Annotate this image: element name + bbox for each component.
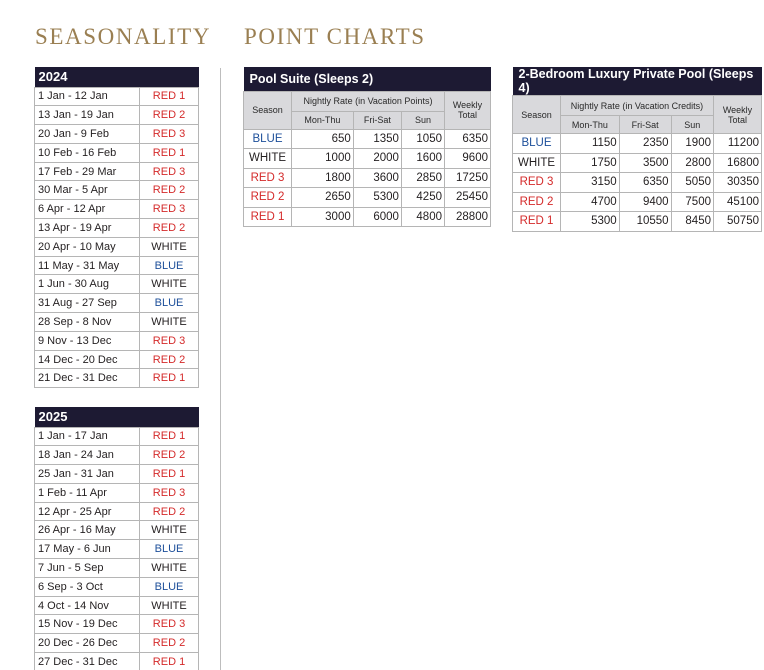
season-row [35, 87, 199, 106]
rate-row [513, 192, 762, 212]
season-row [35, 369, 199, 388]
sun-value: 4800 [401, 207, 444, 227]
mon-thu-header: Mon-Thu [292, 111, 354, 129]
date-range: 1 Jan - 12 Jan [35, 87, 140, 106]
weekly-total-value: 50750 [714, 212, 762, 232]
weekly-total-value: 6350 [445, 129, 491, 149]
date-range: 1 Jun - 30 Aug [35, 275, 140, 294]
season-row [35, 577, 199, 596]
season-col-header: Season [513, 96, 561, 134]
weekly-total-value: 16800 [714, 153, 762, 173]
season-row [35, 465, 199, 484]
fri-sat-header: Fri-Sat [619, 116, 671, 134]
fri-sat-value: 10550 [619, 212, 671, 232]
rate-row [513, 134, 762, 154]
season-cell: RED 2 [244, 188, 292, 208]
season-cell: RED 1 [513, 212, 561, 232]
date-range: 1 Jan - 17 Jan [35, 427, 140, 446]
date-range: 15 Nov - 19 Dec [35, 615, 140, 634]
date-range: 21 Dec - 31 Dec [35, 369, 140, 388]
chart-title: 2-Bedroom Luxury Private Pool (Sleeps 4) [513, 67, 762, 96]
season-row [35, 256, 199, 275]
fri-sat-value: 3500 [619, 153, 671, 173]
season-label: WHITE [140, 237, 199, 256]
sun-value: 5050 [671, 173, 713, 193]
date-range: 1 Feb - 11 Apr [35, 483, 140, 502]
sun-value: 1600 [401, 149, 444, 169]
mon-thu-value: 1750 [561, 153, 620, 173]
season-label: RED 2 [140, 181, 199, 200]
season-cell: RED 1 [244, 207, 292, 227]
luxury-pool-point-chart [512, 67, 762, 232]
season-label: RED 2 [140, 106, 199, 125]
rate-row [513, 212, 762, 232]
season-label: WHITE [140, 596, 199, 615]
season-cell: WHITE [244, 149, 292, 169]
date-range: 28 Sep - 8 Nov [35, 313, 140, 332]
date-range: 9 Nov - 13 Dec [35, 331, 140, 350]
rate-row [244, 149, 491, 169]
season-row [35, 162, 199, 181]
season-row [35, 540, 199, 559]
season-row [35, 237, 199, 256]
column-divider [220, 68, 221, 670]
season-label: BLUE [140, 540, 199, 559]
season-row [35, 446, 199, 465]
date-range: 20 Jan - 9 Feb [35, 125, 140, 144]
season-row [35, 200, 199, 219]
mon-thu-value: 2650 [292, 188, 354, 208]
season-row [35, 294, 199, 313]
date-range: 17 Feb - 29 Mar [35, 162, 140, 181]
rate-row [244, 188, 491, 208]
sun-value: 7500 [671, 192, 713, 212]
fri-sat-value: 3600 [353, 168, 401, 188]
season-cell: BLUE [244, 129, 292, 149]
date-range: 25 Jan - 31 Jan [35, 465, 140, 484]
weekly-total-value: 30350 [714, 173, 762, 193]
date-range: 26 Apr - 16 May [35, 521, 140, 540]
sun-value: 1050 [401, 129, 444, 149]
rate-row [244, 168, 491, 188]
fri-sat-value: 1350 [353, 129, 401, 149]
season-label: RED 3 [140, 125, 199, 144]
season-label: WHITE [140, 275, 199, 294]
weekly-total-value: 25450 [445, 188, 491, 208]
date-range: 17 May - 6 Jun [35, 540, 140, 559]
date-range: 31 Aug - 27 Sep [35, 294, 140, 313]
nightly-rate-header: Nightly Rate (in Vacation Credits) [561, 96, 714, 116]
season-label: RED 2 [140, 502, 199, 521]
seasonality-table-2024 [34, 67, 199, 388]
season-label: RED 2 [140, 350, 199, 369]
season-label: RED 3 [140, 615, 199, 634]
date-range: 7 Jun - 5 Sep [35, 559, 140, 578]
season-row [35, 521, 199, 540]
season-label: WHITE [140, 521, 199, 540]
fri-sat-value: 9400 [619, 192, 671, 212]
date-range: 20 Dec - 26 Dec [35, 634, 140, 653]
season-label: BLUE [140, 577, 199, 596]
season-label: WHITE [140, 313, 199, 332]
mon-thu-value: 1800 [292, 168, 354, 188]
season-label: WHITE [140, 559, 199, 578]
year-header: 2024 [35, 67, 199, 87]
season-cell: BLUE [513, 134, 561, 154]
sun-value: 2850 [401, 168, 444, 188]
date-range: 6 Apr - 12 Apr [35, 200, 140, 219]
date-range: 12 Apr - 25 Apr [35, 502, 140, 521]
fri-sat-value: 5300 [353, 188, 401, 208]
season-label: RED 2 [140, 446, 199, 465]
season-cell: RED 2 [513, 192, 561, 212]
mon-thu-value: 650 [292, 129, 354, 149]
date-range: 20 Apr - 10 May [35, 237, 140, 256]
weekly-total-value: 45100 [714, 192, 762, 212]
pool-suite-point-chart [243, 67, 491, 227]
season-label: RED 3 [140, 200, 199, 219]
year-header: 2025 [35, 407, 199, 427]
season-label: RED 1 [140, 369, 199, 388]
nightly-rate-header: Nightly Rate (in Vacation Points) [292, 91, 445, 111]
season-row [35, 143, 199, 162]
season-row [35, 559, 199, 578]
season-row [35, 331, 199, 350]
season-label: RED 1 [140, 143, 199, 162]
fri-sat-value: 2350 [619, 134, 671, 154]
season-row [35, 502, 199, 521]
season-cell: WHITE [513, 153, 561, 173]
season-row [35, 125, 199, 144]
sun-value: 8450 [671, 212, 713, 232]
fri-sat-value: 6000 [353, 207, 401, 227]
season-label: RED 2 [140, 219, 199, 238]
season-cell: RED 3 [513, 173, 561, 193]
weekly-total-value: 9600 [445, 149, 491, 169]
weekly-total-header: Weekly Total [714, 96, 762, 134]
weekly-total-value: 17250 [445, 168, 491, 188]
season-row [35, 106, 199, 125]
date-range: 30 Mar - 5 Apr [35, 181, 140, 200]
mon-thu-value: 1000 [292, 149, 354, 169]
season-row [35, 219, 199, 238]
rate-row [244, 207, 491, 227]
season-row [35, 615, 199, 634]
rate-row [513, 153, 762, 173]
chart-title: Pool Suite (Sleeps 2) [244, 67, 491, 91]
mon-thu-header: Mon-Thu [561, 116, 620, 134]
date-range: 18 Jan - 24 Jan [35, 446, 140, 465]
season-row [35, 181, 199, 200]
season-row [35, 427, 199, 446]
mon-thu-value: 3150 [561, 173, 620, 193]
date-range: 14 Dec - 20 Dec [35, 350, 140, 369]
season-row [35, 350, 199, 369]
date-range: 6 Sep - 3 Oct [35, 577, 140, 596]
season-label: BLUE [140, 294, 199, 313]
date-range: 13 Jan - 19 Jan [35, 106, 140, 125]
sun-value: 1900 [671, 134, 713, 154]
season-label: RED 2 [140, 634, 199, 653]
season-cell: RED 3 [244, 168, 292, 188]
sun-value: 4250 [401, 188, 444, 208]
rate-row [513, 173, 762, 193]
season-label: BLUE [140, 256, 199, 275]
fri-sat-value: 2000 [353, 149, 401, 169]
mon-thu-value: 5300 [561, 212, 620, 232]
mon-thu-value: 4700 [561, 192, 620, 212]
mon-thu-value: 1150 [561, 134, 620, 154]
date-range: 10 Feb - 16 Feb [35, 143, 140, 162]
season-row [35, 634, 199, 653]
season-label: RED 3 [140, 162, 199, 181]
seasonality-heading: SEASONALITY [35, 24, 212, 49]
date-range: 11 May - 31 May [35, 256, 140, 275]
season-label: RED 1 [140, 427, 199, 446]
seasonality-table-2025 [34, 407, 199, 670]
season-col-header: Season [244, 91, 292, 129]
season-label: RED 3 [140, 483, 199, 502]
season-row [35, 596, 199, 615]
fri-sat-value: 6350 [619, 173, 671, 193]
fri-sat-header: Fri-Sat [353, 111, 401, 129]
rate-row [244, 129, 491, 149]
mon-thu-value: 3000 [292, 207, 354, 227]
sun-header: Sun [401, 111, 444, 129]
weekly-total-value: 28800 [445, 207, 491, 227]
date-range: 27 Dec - 31 Dec [35, 653, 140, 670]
season-label: RED 3 [140, 331, 199, 350]
sun-value: 2800 [671, 153, 713, 173]
season-label: RED 1 [140, 465, 199, 484]
season-label: RED 1 [140, 87, 199, 106]
season-row [35, 483, 199, 502]
weekly-total-header: Weekly Total [445, 91, 491, 129]
date-range: 4 Oct - 14 Nov [35, 596, 140, 615]
weekly-total-value: 11200 [714, 134, 762, 154]
season-row [35, 313, 199, 332]
season-row [35, 653, 199, 670]
season-label: RED 1 [140, 653, 199, 670]
sun-header: Sun [671, 116, 713, 134]
point-charts-heading: POINT CHARTS [244, 24, 426, 49]
season-row [35, 275, 199, 294]
date-range: 13 Apr - 19 Apr [35, 219, 140, 238]
